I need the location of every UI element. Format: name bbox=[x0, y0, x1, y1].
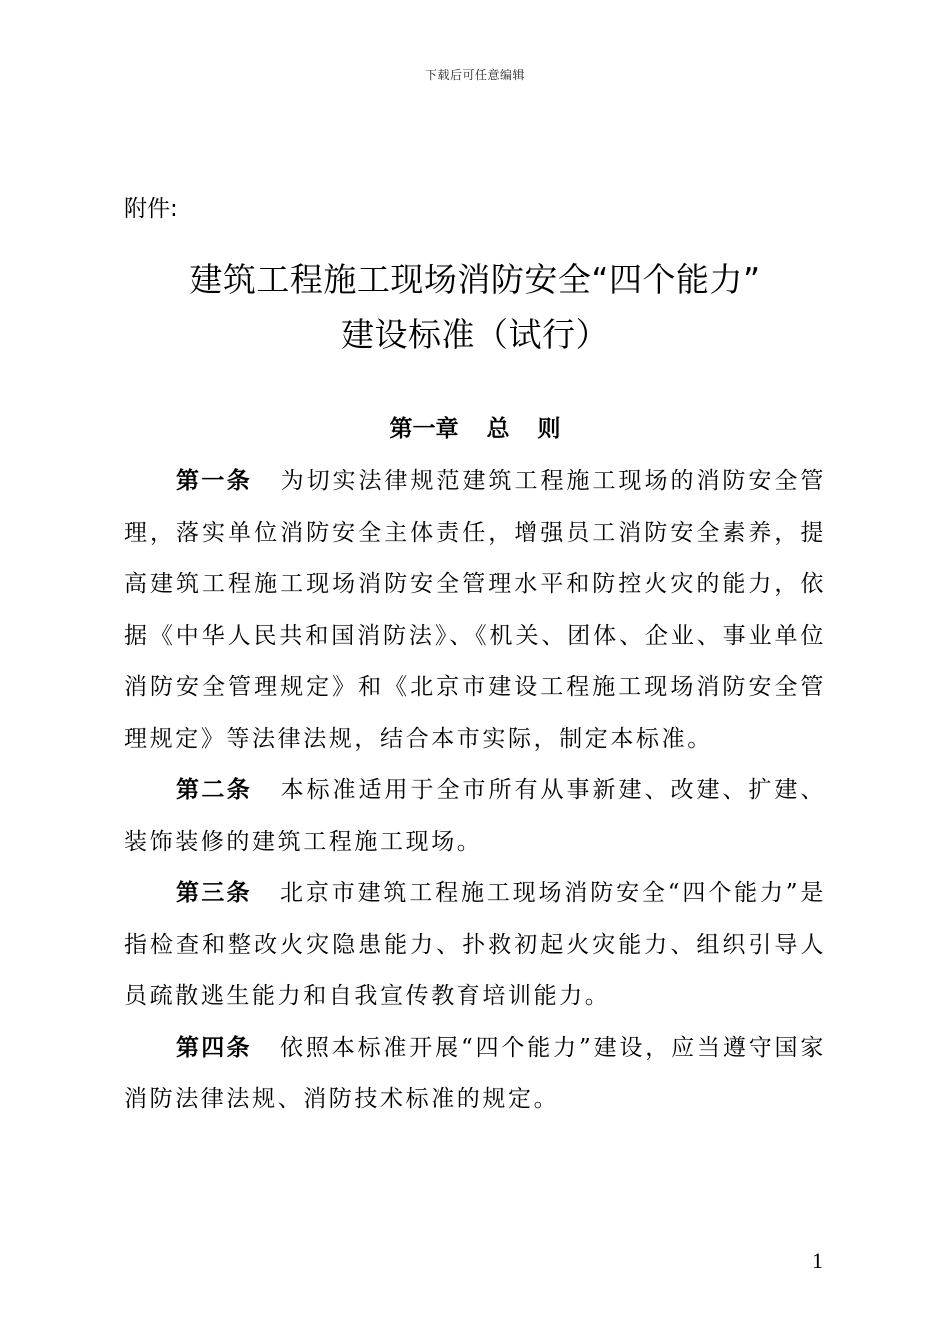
document-title-line-1: 建筑工程施工现场消防安全“四个能力” bbox=[189, 260, 761, 299]
chapter-heading bbox=[0, 410, 950, 443]
attachment-label: 附件: bbox=[124, 196, 178, 222]
chapter-number: 第一章 bbox=[389, 416, 459, 442]
page-number: 1 bbox=[812, 1248, 823, 1273]
article-text: 本标准适用于全市所有从事新建、改建、扩建、装饰装修的建筑工程施工现场。 bbox=[124, 777, 827, 855]
article-text: 为切实法律规范建筑工程施工现场的消防安全管理，落实单位消防安全主体责任，增强员工消防安全素养，提高建筑工程施工现场消防安全管理水平和防控火灾的能力，依据《中华人民共和国消防法》、《机关、团体、企业、事业单位消防安全管理规定》和《北京市建设工程施工现场消防安全管理规定》等法律法规，结合本市实际，制定本标准。 bbox=[124, 468, 827, 752]
article-4 bbox=[124, 1023, 826, 1126]
article-label: 第一条 bbox=[176, 468, 253, 494]
chapter-name-char-2: 则 bbox=[537, 416, 561, 442]
header-note: 下载后可任意编辑 bbox=[424, 68, 525, 82]
document-body bbox=[124, 456, 826, 1126]
article-label: 第二条 bbox=[176, 777, 253, 803]
document-title-line-2: 建设标准（试行） bbox=[341, 315, 609, 354]
article-1 bbox=[124, 456, 826, 765]
article-3 bbox=[124, 868, 826, 1023]
article-text: 北京市建筑工程施工现场消防安全“四个能力”是指检查和整改火灾隐患能力、扑救初起火灾能力、组织引导人员疏散逃生能力和自我宣传教育培训能力。 bbox=[124, 880, 827, 1009]
article-text: 依照本标准开展“四个能力”建设，应当遵守国家消防法律法规、消防技术标准的规定。 bbox=[124, 1034, 827, 1112]
article-label: 第三条 bbox=[176, 880, 252, 906]
article-2 bbox=[124, 765, 826, 868]
document-title bbox=[100, 252, 850, 362]
article-label: 第四条 bbox=[176, 1034, 252, 1061]
chapter-name-char-1: 总 bbox=[486, 416, 510, 442]
